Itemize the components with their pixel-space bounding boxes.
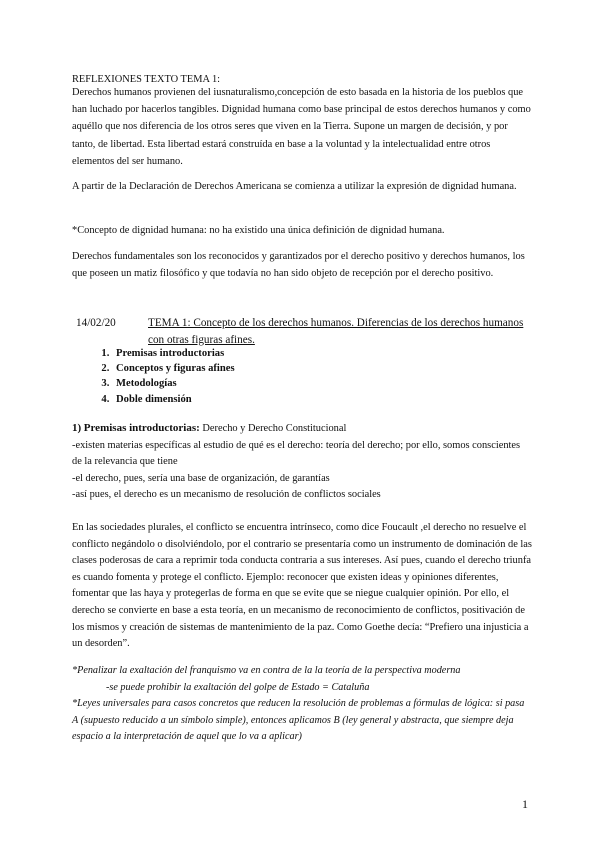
section-bullet: -así pues, el derecho es un mecanismo de resolución de conflictos sociales <box>72 489 381 501</box>
intro-paragraph-3 <box>72 222 532 239</box>
note-1b: -se puede prohibir la exaltación del golpe de Estado = Cataluña <box>106 681 370 693</box>
notes-block <box>72 663 532 746</box>
intro-text-3: *Concepto de dignidad humana: no ha existido una única definición de dignidad humana. <box>72 225 445 236</box>
lesson-title: TEMA 1: Concepto de los derechos humanos. Diferencias de los derechos humanos con otras figuras afines. <box>148 317 524 346</box>
intro-text-2: A partir de la Declaración de Derechos Americana se comienza a utilizar la expresión de dignidad humana. <box>72 181 517 192</box>
section-heading <box>72 420 532 438</box>
intro-paragraph-4 <box>72 248 532 282</box>
topic-item: 4. Doble dimensión <box>112 392 235 407</box>
note-1: *Penalizar la exaltación del franquismo va en contra de la la teoría de la perspectiva moderna <box>72 665 461 676</box>
section-premisas <box>72 420 532 653</box>
lesson-date: 14/02/20 <box>76 317 116 329</box>
intro-paragraph-2 <box>72 178 532 195</box>
document-header: REFLEXIONES TEXTO TEMA 1: <box>72 74 221 85</box>
topic-item: 1. Premisas introductorias <box>112 346 235 361</box>
topic-item: 3. Metodologías <box>112 376 235 391</box>
section-bullet: -existen materias específicas al estudio de qué es el derecho: teoría del derecho; por ello, somos conscientes de la relevancia que tiene <box>72 439 521 468</box>
topic-list <box>88 346 235 407</box>
section-paragraph: En las sociedades plurales, el conflicto se encuentra intrínseco, como dice Foucault ,el derecho no resuelve el conflicto negándolo o disolviéndolo, por el contrario se presentaría como un instrumento de dominación de las clases poderosas de cara a reprimir toda conducta contraria a sus intereses. Así pues, cuando el derecho triunfa es cuando fomenta y protege el conflicto. Ejemplo: reconocer que existen ideas y opiniones diferentes, fomentar que las haya y protegerlas de forma en que se evite que se niegue cualquier opinión. Por ello, el derecho se convierte en base a esta teoría, en un mecanismo de reconocimiento de conflictos, positivación de los mismos y creación de sistemas de mantenimiento de la paz. Como Goethe decía: “Prefiero una injusticia a un desorden”. <box>72 521 532 650</box>
section-subtitle: Derecho y Derecho Constitucional <box>202 423 347 434</box>
section-label: Premisas introductorias: <box>83 422 200 434</box>
intro-paragraph-1 <box>72 84 532 170</box>
page-number: 1 <box>522 797 528 811</box>
intro-text-4: Derechos fundamentales son los reconocidos y garantizados por el derecho positivo y derechos humanos, los que poseen un matiz filosófico y que todavía no han sido objeto de recepción por el derecho positivo. <box>72 251 525 280</box>
section-bullet: -el derecho, pues, sería una base de organización, de garantías <box>72 472 330 484</box>
intro-text-1: Derechos humanos provienen del iusnaturalismo,concepción de esto basada en la historia de los pueblos que han luchado por hacerlos tangibles. Dignidad humana como base principal de estos derechos humanos y como aquéllo que nos diferencia de los otros seres que viven en la Tierra. Supone un margen de decisión, y por tanto, de libertad. Esta libertad estará construída en base a la voluntad y la intelectualidad entre otros elementos del ser humano. <box>72 87 531 167</box>
note-2: *Leyes universales para casos concretos que reducen la resolución de problemas a fórmulas de lógica: si pasa A (supuesto reducido a un símbolo simple), entonces aplicamos B (ley general y abstracta, que siempre deja espacio a la interpretación de aquel que lo va a aplicar) <box>72 698 525 743</box>
section-number: 1) <box>72 422 82 434</box>
topic-item: 2. Conceptos y figuras afines <box>112 361 235 376</box>
